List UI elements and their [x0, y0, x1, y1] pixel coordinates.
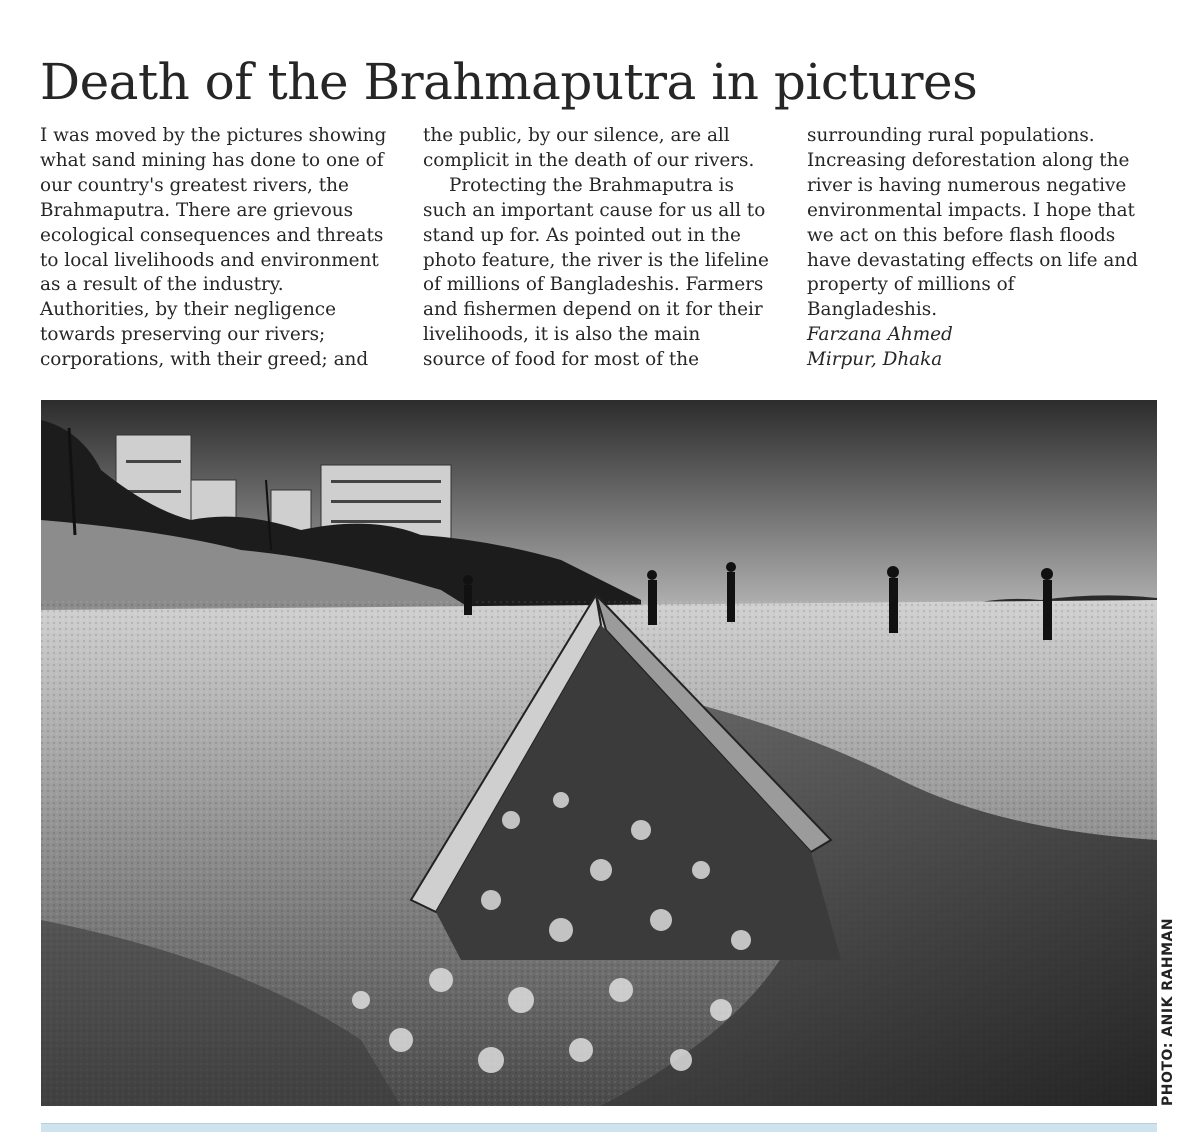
text-column-3: [807, 124, 1167, 373]
river-photo-illustration: [41, 400, 1157, 1106]
paragraph: I was moved by the pictures showing what sand mining has done to one of our country's greatest rivers, the Brahmaputra. There are grievous ecological consequences and threats to local livelihoods and environment as a result of the industry. Authorities, by their negligence towards preserving our rivers; corporations, with their greed; and: [40, 125, 387, 371]
paragraph: the public, by our silence, are all complicit in the death of our rivers.: [423, 125, 755, 171]
text-column-1: [40, 124, 400, 373]
signature-place: Mirpur, Dhaka: [807, 349, 943, 371]
text-column-2: [423, 124, 783, 373]
headline: Death of the Brahmaputra in pictures: [40, 53, 978, 111]
paragraph: Protecting the Brahmaputra is such an important cause for us all to stand up for. As pointed out in the photo feature, the river is the lifeline of millions of Bangladeshis. Farmers and fishermen depend on it for their livelihoods, it is also the main source of food for most of the: [423, 174, 769, 371]
signature-name: Farzana Ahmed: [807, 324, 953, 346]
paragraph: surrounding rural populations. Increasing deforestation along the river is having numerous negative environmental impacts. I hope that we act on this before flash floods have devastating effects on life and property of millions of Bangladeshis.: [807, 125, 1138, 321]
photo-credit: PHOTO: ANIK RAHMAN: [1160, 917, 1176, 1106]
river-photo: [41, 400, 1157, 1106]
